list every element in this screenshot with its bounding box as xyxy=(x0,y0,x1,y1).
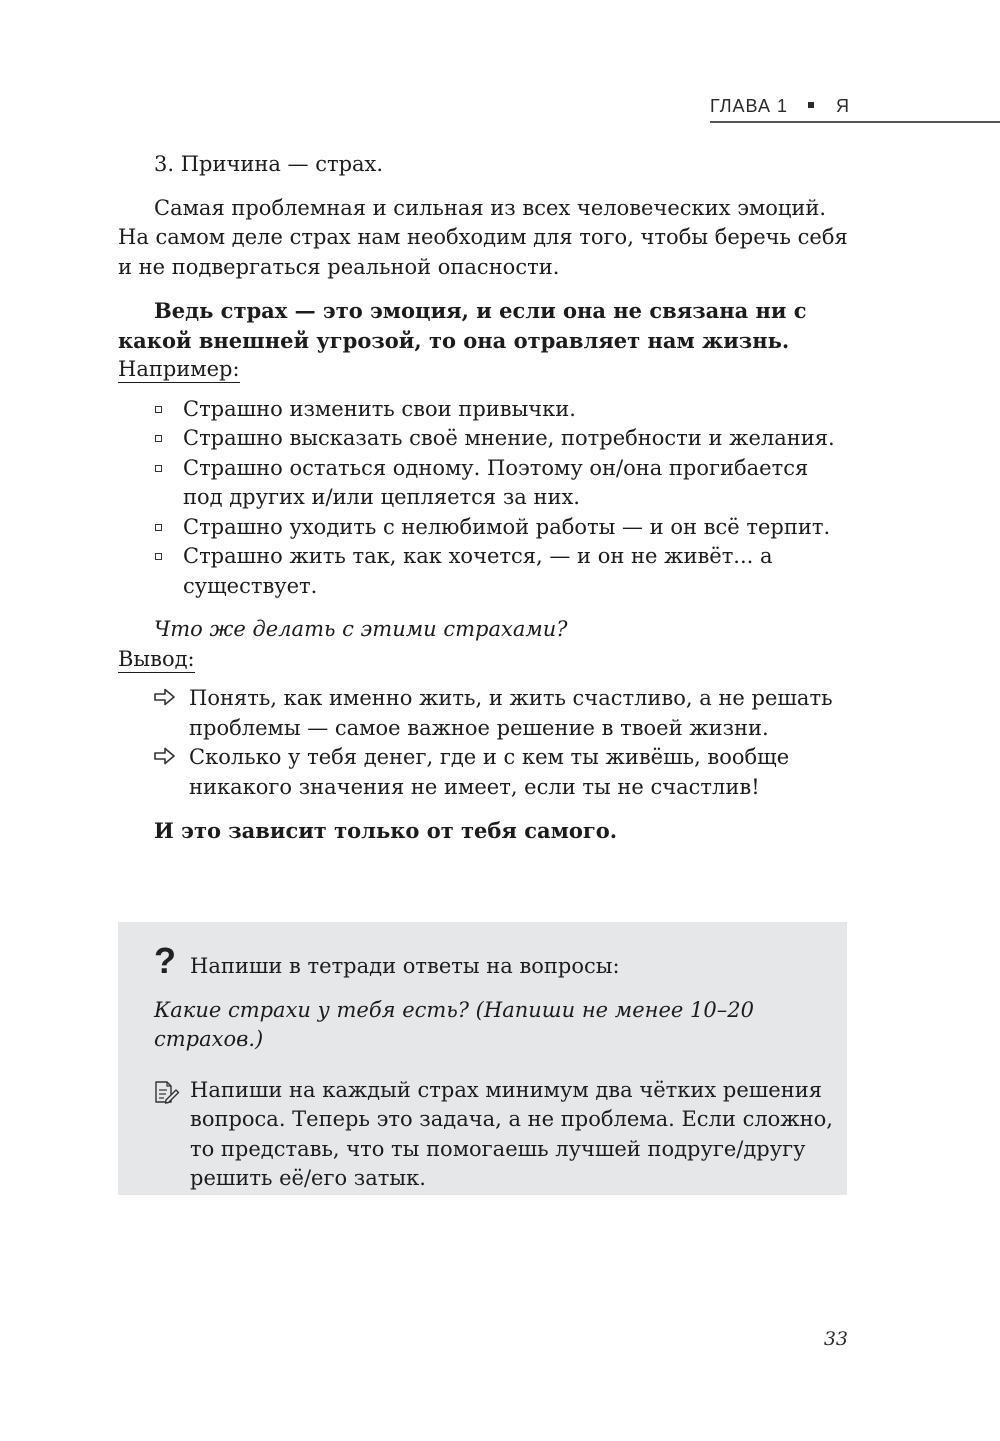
header-separator-icon xyxy=(808,102,814,108)
pencil-note-icon xyxy=(154,1080,180,1104)
arrow-right-icon xyxy=(154,746,176,766)
page-number: 33 xyxy=(823,1328,848,1350)
task-intro: Напиши в тетради ответы на вопросы: xyxy=(190,954,620,978)
list-item-text: Понять, как именно жить, и жить счастливо, а не решать проблемы — самое важное решение в твоей жизни. xyxy=(189,686,833,740)
list-item xyxy=(118,395,848,425)
list-item-text: Страшно высказать своё мнение, потребности и желания. xyxy=(183,426,835,450)
square-bullet-icon xyxy=(155,465,162,472)
examples-list xyxy=(118,395,848,602)
task-box xyxy=(118,922,847,1195)
final-statement: И это зависит только от тебя самого. xyxy=(154,818,618,843)
list-item xyxy=(118,513,848,543)
conclusion-label xyxy=(118,645,848,675)
main-text xyxy=(118,150,848,846)
square-bullet-icon xyxy=(155,553,162,560)
square-bullet-icon xyxy=(155,435,162,442)
header-rule xyxy=(710,121,1000,123)
paragraph-fear-description: Самая проблемная и сильная из всех человеческих эмоций. На самом деле страх нам необходим для того, чтобы беречь себя и не подвергаться реальной опасности. xyxy=(118,195,848,279)
task-question: Какие страхи у тебя есть? (Напиши не менее 10–20 страхов.) xyxy=(154,997,754,1051)
list-item xyxy=(118,424,848,454)
list-item-text: Страшно остаться одному. Поэтому он/она прогибается под других и/или цепляется за них. xyxy=(183,455,809,509)
square-bullet-icon xyxy=(155,524,162,531)
question-mark-icon: ? xyxy=(154,940,176,981)
running-header xyxy=(710,96,1000,126)
list-item-text: Сколько у тебя денег, где и с кем ты живёшь, вообще никакого значения не имеет, если ты не счастлив! xyxy=(189,745,790,799)
task-instruction-row xyxy=(154,1076,834,1194)
task-instruction: Напиши на каждый страх минимум два чётких решения вопроса. Теперь это задача, а не проблема. Если сложно, то представь, что ты помогаешь лучшей подруге/другу решить её/его затык. xyxy=(190,1077,833,1190)
list-item-text: Страшно уходить с нелюбимой работы — и он всё терпит. xyxy=(183,514,831,539)
list-item xyxy=(118,454,848,513)
square-bullet-icon xyxy=(155,406,162,413)
example-label-text: Например: xyxy=(118,357,240,381)
example-label xyxy=(118,355,848,385)
list-item-text: Страшно жить так, как хочется, — и он не живёт... а существует. xyxy=(183,544,773,598)
task-intro-row xyxy=(154,940,834,982)
paragraph-bold-statement: Ведь страх — это эмоция, и если она не связана ни с какой внешней угрозой, то она отравляет нам жизнь. xyxy=(118,298,807,353)
section-label: Я xyxy=(835,96,850,116)
rhetorical-question: Что же делать с этими страхами? xyxy=(154,617,568,641)
list-item xyxy=(118,684,848,743)
list-item xyxy=(118,542,848,601)
running-header-text xyxy=(710,96,850,117)
list-item-text: Страшно изменить свои привычки. xyxy=(183,396,576,421)
chapter-label: ГЛАВА 1 xyxy=(710,96,788,116)
conclusion-label-text: Вывод: xyxy=(118,646,195,671)
conclusions-list xyxy=(118,684,848,802)
task-content xyxy=(154,940,834,1194)
arrow-right-icon xyxy=(154,687,176,707)
list-item xyxy=(118,743,848,802)
section-heading: 3. Причина — страх. xyxy=(154,152,384,176)
